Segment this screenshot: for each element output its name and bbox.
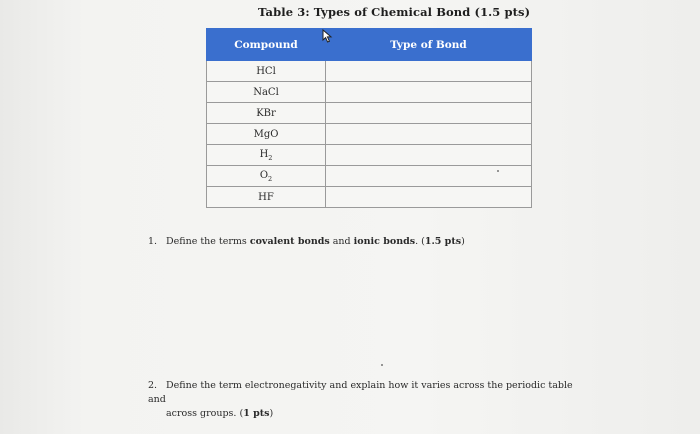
question-2-number: 2. — [148, 380, 158, 391]
compound-cell — [207, 124, 326, 145]
question-1-term-ionic: ionic bonds — [353, 236, 416, 247]
question-2-line-2-end: ) — [269, 408, 274, 419]
question-2-points: 1 pts — [243, 408, 270, 419]
table-row — [207, 82, 532, 103]
compound-cell — [207, 187, 326, 208]
table-row — [207, 61, 532, 82]
table-row — [207, 124, 532, 145]
compound-cell — [207, 145, 326, 166]
speck-mark — [497, 170, 499, 172]
header-type-of-bond: Type of Bond — [326, 29, 532, 61]
table-caption-text: Table 3: Types of Chemical Bond — [258, 5, 471, 19]
compound-subscript: 2 — [268, 153, 273, 162]
table-caption-points: (1.5 pts) — [474, 5, 531, 19]
table-caption — [258, 5, 530, 19]
question-1-text-a: Define the terms — [166, 236, 250, 247]
bond-type-cell[interactable] — [326, 103, 532, 124]
bond-type-cell[interactable] — [326, 166, 532, 187]
compound-cell — [207, 61, 326, 82]
question-2-line-2 — [148, 407, 588, 421]
compound-formula: HCl — [256, 65, 276, 77]
table-row — [207, 145, 532, 166]
compound-formula: H — [259, 148, 269, 160]
compound-formula: NaCl — [253, 86, 279, 98]
question-1 — [148, 235, 465, 249]
question-2-line-2-text: across groups. ( — [166, 408, 244, 419]
compound-subscript: 2 — [268, 174, 273, 183]
compound-cell — [207, 103, 326, 124]
question-1-text-c: . ( — [415, 236, 425, 247]
question-1-text-b: and — [329, 236, 354, 247]
question-2-line-1: Define the term electronegativity and explain how it varies across the periodic table and — [148, 380, 573, 405]
bond-type-cell[interactable] — [326, 187, 532, 208]
table-row — [207, 166, 532, 187]
question-1-number: 1. — [148, 236, 158, 247]
bond-type-cell[interactable] — [326, 145, 532, 166]
chemical-bond-table — [206, 28, 532, 208]
compound-formula: HF — [258, 191, 274, 203]
speck-mark — [381, 364, 383, 366]
compound-formula: O — [259, 169, 269, 181]
header-compound: Compound — [207, 29, 326, 61]
question-2 — [148, 379, 588, 421]
bond-type-cell[interactable] — [326, 124, 532, 145]
question-1-text-d: ) — [461, 236, 465, 247]
compound-formula: KBr — [256, 107, 276, 119]
table-row — [207, 187, 532, 208]
question-1-points: 1.5 pts — [424, 236, 462, 247]
compound-formula: MgO — [253, 128, 279, 140]
mouse-pointer-icon — [322, 29, 334, 43]
bond-type-cell[interactable] — [326, 61, 532, 82]
bond-type-cell[interactable] — [326, 82, 532, 103]
question-1-term-covalent: covalent bonds — [249, 236, 330, 247]
table-header-row — [207, 29, 532, 61]
compound-cell — [207, 82, 326, 103]
compound-cell — [207, 166, 326, 187]
table-row — [207, 103, 532, 124]
